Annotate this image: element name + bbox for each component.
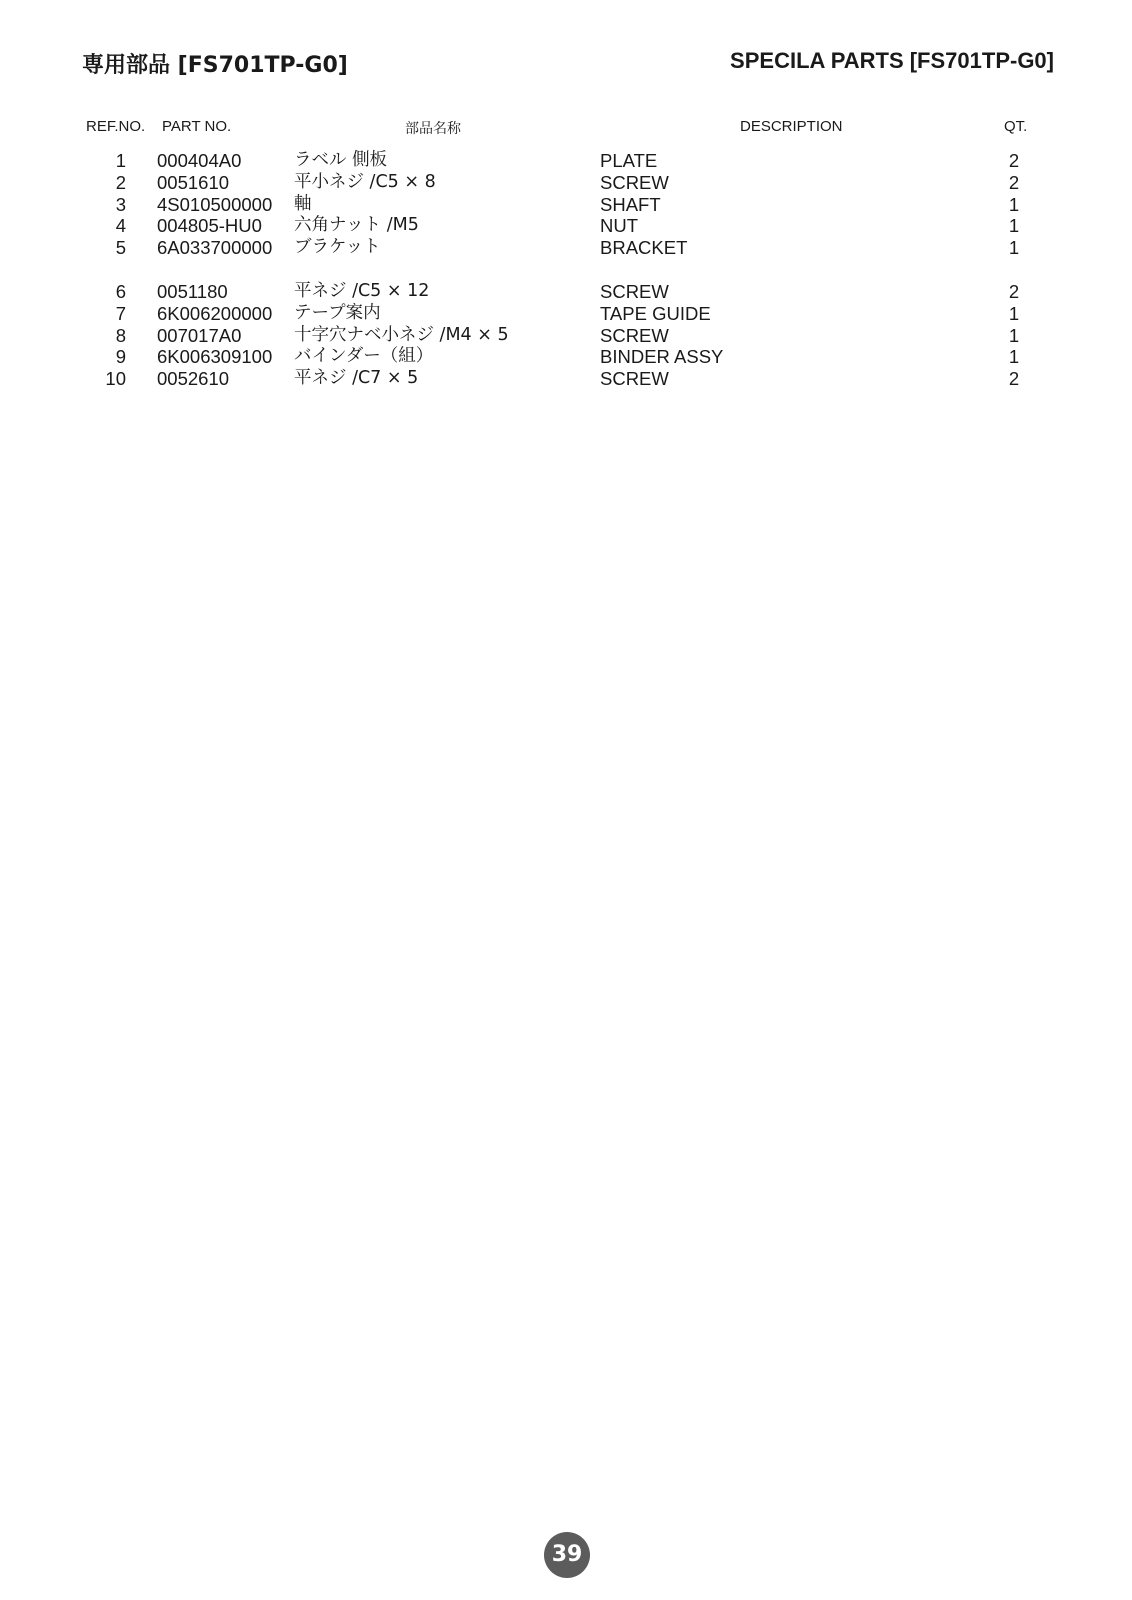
part-no-cell: 4S010500000 <box>157 193 273 215</box>
qty-cell: 1 <box>1008 237 1020 259</box>
qty-cell: 2 <box>1008 150 1020 171</box>
parts-table <box>0 150 1132 390</box>
description-cell: TAPE GUIDE <box>600 302 711 324</box>
description-cell: SCREW <box>600 368 669 390</box>
table-row <box>0 281 1132 303</box>
ref-no-cell: 9 <box>115 346 126 368</box>
description-cell: BRACKET <box>600 237 688 259</box>
description-cell: BINDER ASSY <box>600 346 724 368</box>
ref-no-cell: 6 <box>115 280 126 302</box>
part-no-cell: 0051180 <box>157 280 228 302</box>
description-cell: PLATE <box>600 150 658 171</box>
page-title-english: SPECILA PARTS [FS701TP-G0] <box>730 48 1054 73</box>
description-cell: SCREW <box>600 324 669 346</box>
description-cell: SCREW <box>600 280 669 302</box>
ref-no-cell: 3 <box>115 193 126 215</box>
description-cell: SHAFT <box>600 193 661 215</box>
part-name-cell: 十字穴ナベ小ネジ /M4 × 5 <box>294 324 509 345</box>
page-title-japanese: 専用部品 [FS701TP-G0] <box>82 53 348 78</box>
column-header-part-name: 部品名称 <box>405 121 461 137</box>
part-no-cell: 007017A0 <box>157 324 242 346</box>
ref-no-cell: 1 <box>115 150 126 171</box>
column-header-qty: QT. <box>1004 118 1028 135</box>
table-row <box>0 194 1132 216</box>
description-cell: SCREW <box>600 171 669 193</box>
description-cell: NUT <box>600 215 639 237</box>
ref-no-cell: 5 <box>115 237 126 259</box>
part-name-cell: 平小ネジ /C5 × 8 <box>294 171 436 192</box>
part-name-cell: 平ネジ /C5 × 12 <box>294 280 430 301</box>
part-name-cell: テープ案内 <box>294 302 381 323</box>
part-name-cell: 軸 <box>294 193 312 214</box>
column-header-part-no: PART NO. <box>162 118 232 135</box>
qty-cell: 1 <box>1008 302 1020 324</box>
ref-no-cell: 7 <box>115 302 126 324</box>
part-name-cell: バインダー（組） <box>294 346 434 367</box>
part-no-cell: 6K006309100 <box>157 346 273 368</box>
qty-cell: 1 <box>1008 193 1020 215</box>
qty-cell: 1 <box>1008 346 1020 368</box>
table-row <box>0 215 1132 237</box>
table-row <box>0 346 1132 368</box>
ref-no-cell: 2 <box>115 171 126 193</box>
table-row <box>0 172 1132 194</box>
page-number-badge: 39 <box>544 1532 590 1578</box>
ref-no-cell: 8 <box>115 324 126 346</box>
part-name-cell: 平ネジ /C7 × 5 <box>294 368 419 389</box>
part-name-cell: 六角ナット /M5 <box>294 215 419 236</box>
table-row <box>0 303 1132 325</box>
column-header-description: DESCRIPTION <box>740 118 843 135</box>
ref-no-cell: 10 <box>105 368 126 390</box>
part-name-cell: ラベル 側板 <box>294 150 388 170</box>
qty-cell: 2 <box>1008 171 1020 193</box>
part-no-cell: 6A033700000 <box>157 237 273 259</box>
part-no-cell: 6K006200000 <box>157 302 273 324</box>
part-no-cell: 004805-HU0 <box>157 215 262 237</box>
part-no-cell: 000404A0 <box>157 150 242 171</box>
qty-cell: 2 <box>1008 280 1020 302</box>
table-row <box>0 368 1132 390</box>
table-row <box>0 150 1132 172</box>
table-row <box>0 325 1132 347</box>
column-header-ref-no: REF.NO. <box>86 118 146 135</box>
table-row <box>0 237 1132 259</box>
qty-cell: 1 <box>1008 215 1020 237</box>
part-no-cell: 0051610 <box>157 171 230 193</box>
part-name-cell: ブラケット <box>294 237 381 258</box>
qty-cell: 2 <box>1008 368 1020 390</box>
qty-cell: 1 <box>1008 324 1020 346</box>
part-no-cell: 0052610 <box>157 368 230 390</box>
ref-no-cell: 4 <box>115 215 126 237</box>
